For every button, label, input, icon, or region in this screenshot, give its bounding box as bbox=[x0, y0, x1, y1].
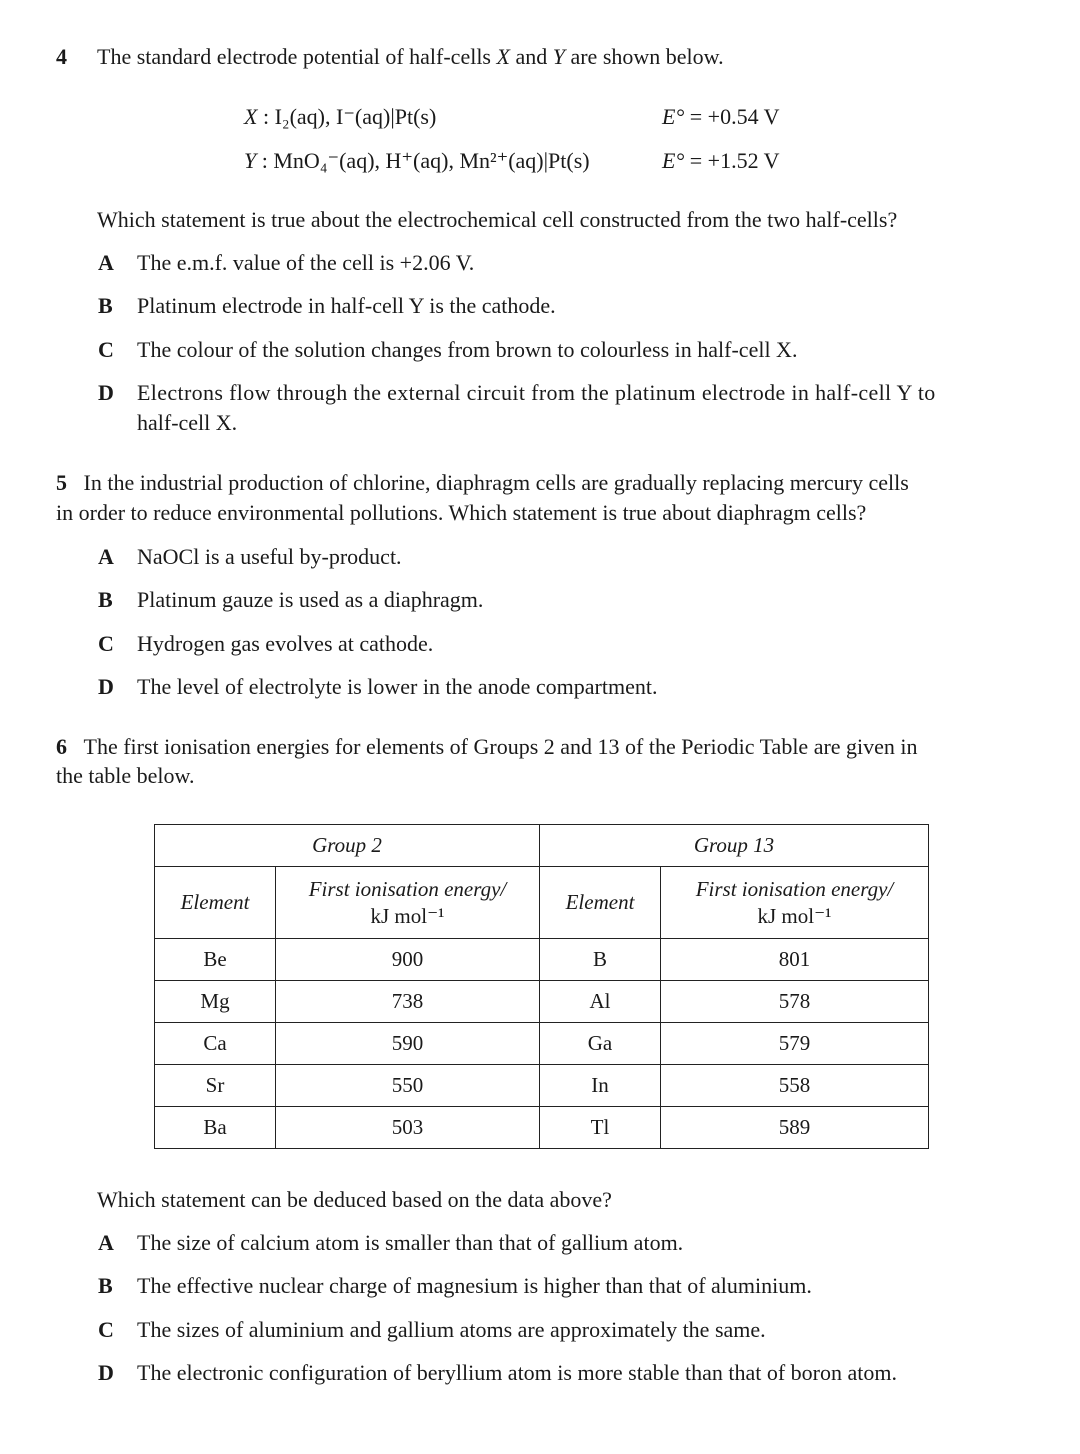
option-letter: D bbox=[98, 380, 114, 405]
option-text: The effective nuclear charge of magnesium is higher than that of aluminium. bbox=[137, 1273, 812, 1298]
option-text: The e.m.f. value of the cell is +2.06 V. bbox=[137, 250, 475, 275]
table-row bbox=[155, 981, 929, 1023]
g2-element-cell: Mg bbox=[155, 981, 276, 1023]
option-text: The electronic configuration of beryllium atom is more stable than that of boron atom. bbox=[137, 1360, 897, 1385]
option-letter: A bbox=[98, 544, 114, 569]
g2-element-header: Element bbox=[155, 867, 276, 939]
table-group-header-row bbox=[155, 825, 929, 867]
g13-element-cell: Al bbox=[540, 981, 661, 1023]
g13-element-cell: Ga bbox=[540, 1023, 661, 1065]
option-text: The level of electrolyte is lower in the anode compartment. bbox=[137, 674, 658, 699]
option-letter: A bbox=[98, 250, 114, 275]
g2-energy-cell: 900 bbox=[276, 939, 540, 981]
g13-element-cell: In bbox=[540, 1065, 661, 1107]
half-cell-y-potential: E° = +1.52 V bbox=[662, 148, 780, 173]
table-row bbox=[155, 1023, 929, 1065]
option-text: Platinum electrode in half-cell Y is the cathode. bbox=[137, 293, 556, 318]
group-2-header: Group 2 bbox=[155, 825, 540, 867]
option-text: The size of calcium atom is smaller than that of gallium atom. bbox=[137, 1230, 684, 1255]
option-text-line2: half-cell X. bbox=[137, 410, 238, 435]
g2-energy-cell: 503 bbox=[276, 1107, 540, 1149]
option-letter: B bbox=[98, 587, 113, 612]
option-text: Hydrogen gas evolves at cathode. bbox=[137, 631, 434, 656]
g2-element-cell: Be bbox=[155, 939, 276, 981]
half-cell-x: X : I₂(aq), I⁻(aq)|Pt(s) bbox=[244, 104, 437, 129]
option-letter: B bbox=[98, 293, 113, 318]
option-text-line1: Electrons flow through the external circuit from the platinum electrode in half-cell Y to bbox=[137, 380, 936, 405]
question-5-stem-line1: 5 In the industrial production of chlorine, diaphragm cells are gradually replacing mercury cells bbox=[56, 470, 909, 495]
g2-energy-cell: 590 bbox=[276, 1023, 540, 1065]
half-cell-x-potential: E° = +0.54 V bbox=[662, 104, 780, 129]
g13-energy-cell: 589 bbox=[661, 1107, 929, 1149]
question-6-stem-line1: 6 The first ionisation energies for elements of Groups 2 and 13 of the Periodic Table are given in bbox=[56, 734, 918, 759]
g2-element-cell: Ba bbox=[155, 1107, 276, 1149]
question-6-stem-line2: the table below. bbox=[56, 763, 195, 788]
question-6-prompt: Which statement can be deduced based on the data above? bbox=[97, 1187, 612, 1212]
g2-element-cell: Ca bbox=[155, 1023, 276, 1065]
g13-energy-cell: 579 bbox=[661, 1023, 929, 1065]
g13-energy-header: First ionisation energy/ kJ mol⁻¹ bbox=[661, 867, 929, 939]
option-letter: C bbox=[98, 1317, 114, 1342]
g13-energy-cell: 578 bbox=[661, 981, 929, 1023]
table-row bbox=[155, 1065, 929, 1107]
g2-energy-cell: 738 bbox=[276, 981, 540, 1023]
question-6-number: 6 bbox=[56, 734, 67, 759]
option-text: The colour of the solution changes from brown to colourless in half-cell X. bbox=[137, 337, 798, 362]
g13-energy-cell: 801 bbox=[661, 939, 929, 981]
option-text: Platinum gauze is used as a diaphragm. bbox=[137, 587, 484, 612]
question-4-number: 4 bbox=[56, 44, 67, 69]
table-row bbox=[155, 1107, 929, 1149]
question-4-stem: The standard electrode potential of half-cells X and Y are shown below. bbox=[97, 44, 724, 69]
g2-energy-cell: 550 bbox=[276, 1065, 540, 1107]
g13-element-cell: B bbox=[540, 939, 661, 981]
option-text: The sizes of aluminium and gallium atoms are approximately the same. bbox=[137, 1317, 766, 1342]
option-letter: B bbox=[98, 1273, 113, 1298]
question-5-number: 5 bbox=[56, 470, 67, 495]
g13-element-header: Element bbox=[540, 867, 661, 939]
table-column-header-row bbox=[155, 867, 929, 939]
option-text: NaOCl is a useful by-product. bbox=[137, 544, 402, 569]
g2-energy-header: First ionisation energy/ kJ mol⁻¹ bbox=[276, 867, 540, 939]
option-letter: D bbox=[98, 1360, 114, 1385]
option-letter: C bbox=[98, 631, 114, 656]
option-letter: A bbox=[98, 1230, 114, 1255]
question-5-stem-line2: in order to reduce environmental pollutions. Which statement is true about diaphragm cells? bbox=[56, 500, 867, 525]
ionisation-energy-table bbox=[154, 824, 929, 1149]
option-letter: D bbox=[98, 674, 114, 699]
half-cell-y: Y : MnO₄⁻(aq), H⁺(aq), Mn²⁺(aq)|Pt(s) bbox=[244, 148, 590, 173]
group-13-header: Group 13 bbox=[540, 825, 929, 867]
g2-element-cell: Sr bbox=[155, 1065, 276, 1107]
g13-energy-cell: 558 bbox=[661, 1065, 929, 1107]
g13-element-cell: Tl bbox=[540, 1107, 661, 1149]
table-row bbox=[155, 939, 929, 981]
option-letter: C bbox=[98, 337, 114, 362]
question-4-prompt: Which statement is true about the electrochemical cell constructed from the two half-cells? bbox=[97, 207, 898, 232]
